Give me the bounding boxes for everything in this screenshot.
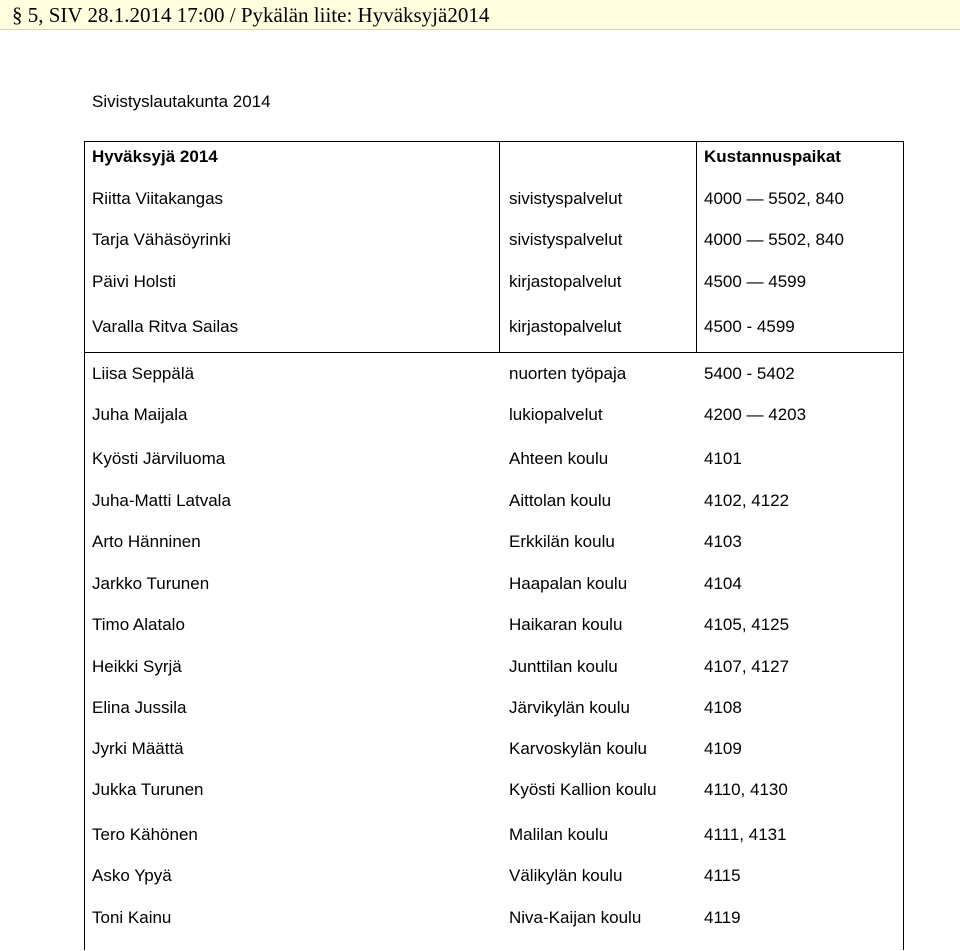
cost-center-code: 4000 — 5502, 840 <box>704 230 844 249</box>
service-unit: lukiopalvelut <box>509 405 603 424</box>
cost-center-code: 4103 <box>704 532 742 551</box>
cost-center-code: 5400 - 5402 <box>704 364 795 383</box>
cost-center-code: 4104 <box>704 574 742 593</box>
service-unit: nuorten työpaja <box>509 364 627 383</box>
service-unit: kirjastopalvelut <box>509 272 622 291</box>
cost-center-code: 4105, 4125 <box>704 615 790 634</box>
service-unit: Junttilan koulu <box>509 657 618 676</box>
approver-name: Tero Kähönen <box>92 825 198 844</box>
cost-center-code: 4111, 4131 <box>704 825 787 844</box>
cost-center-code: 4000 — 5502, 840 <box>704 189 844 208</box>
cost-center-code: 4500 - 4599 <box>704 317 795 336</box>
approver-name: Varalla Ritva Sailas <box>92 317 239 336</box>
approver-name: Tarja Vähäsöyrinki <box>92 230 231 249</box>
service-unit: Erkkilän koulu <box>509 532 615 551</box>
approver-name: Toni Kainu <box>92 908 172 927</box>
service-unit: kirjastopalvelut <box>509 317 622 336</box>
cost-center-code: 4115 <box>704 866 741 885</box>
approver-name: Riitta Viitakangas <box>92 189 224 208</box>
approver-name: Elina Jussila <box>92 698 187 717</box>
cost-center-code: 4500 — 4599 <box>704 272 807 291</box>
service-unit: Niva-Kaijan koulu <box>509 908 642 927</box>
cost-center-code: 4102, 4122 <box>704 491 790 510</box>
approver-name: Juha Maijala <box>92 405 188 424</box>
approver-name: Jyrki Määttä <box>92 739 184 758</box>
approver-name: Asko Ypyä <box>92 866 172 885</box>
approver-name: Timo Alatalo <box>92 615 185 634</box>
document-subtitle: Sivistyslautakunta 2014 <box>92 92 271 111</box>
service-unit: sivistyspalvelut <box>509 230 623 249</box>
approver-name: Juha-Matti Latvala <box>92 491 231 510</box>
approver-name: Arto Hänninen <box>92 532 201 551</box>
approver-name: Kyösti Järviluoma <box>92 449 226 468</box>
service-unit: sivistyspalvelut <box>509 189 623 208</box>
cost-center-code: 4107, 4127 <box>704 657 790 676</box>
service-unit: Malilan koulu <box>509 825 609 844</box>
cost-center-code: 4101 <box>704 449 742 468</box>
service-unit: Haapalan koulu <box>509 574 628 593</box>
document-banner: § 5, SIV 28.1.2014 17:00 / Pykälän liite: Hyväksyjä2014 <box>0 0 960 30</box>
service-unit: Välikylän koulu <box>509 866 623 885</box>
approver-name: Päivi Holsti <box>92 272 177 291</box>
service-unit: Järvikylän koulu <box>509 698 630 717</box>
cost-center-code: 4109 <box>704 739 742 758</box>
approver-name: Jarkko Turunen <box>92 574 210 593</box>
cost-center-code: 4200 — 4203 <box>704 405 807 424</box>
service-unit: Haikaran koulu <box>509 615 623 634</box>
column-divider-2 <box>696 142 697 353</box>
service-unit: Kyösti Kallion koulu <box>509 780 657 799</box>
approver-name: Heikki Syrjä <box>92 657 182 676</box>
row-divider-1 <box>85 352 903 353</box>
approver-name: Liisa Seppälä <box>92 364 195 383</box>
header-cost-centers: Kustannuspaikat <box>704 147 841 166</box>
header-approver: Hyväksyjä 2014 <box>92 147 218 166</box>
cost-center-code: 4110, 4130 <box>704 780 788 799</box>
service-unit: Aittolan koulu <box>509 491 612 510</box>
approvers-table <box>84 141 904 950</box>
column-divider-1 <box>499 142 500 353</box>
service-unit: Ahteen koulu <box>509 449 609 468</box>
cost-center-code: 4108 <box>704 698 742 717</box>
service-unit: Karvoskylän koulu <box>509 739 647 758</box>
approver-name: Jukka Turunen <box>92 780 204 799</box>
cost-center-code: 4119 <box>704 908 741 927</box>
